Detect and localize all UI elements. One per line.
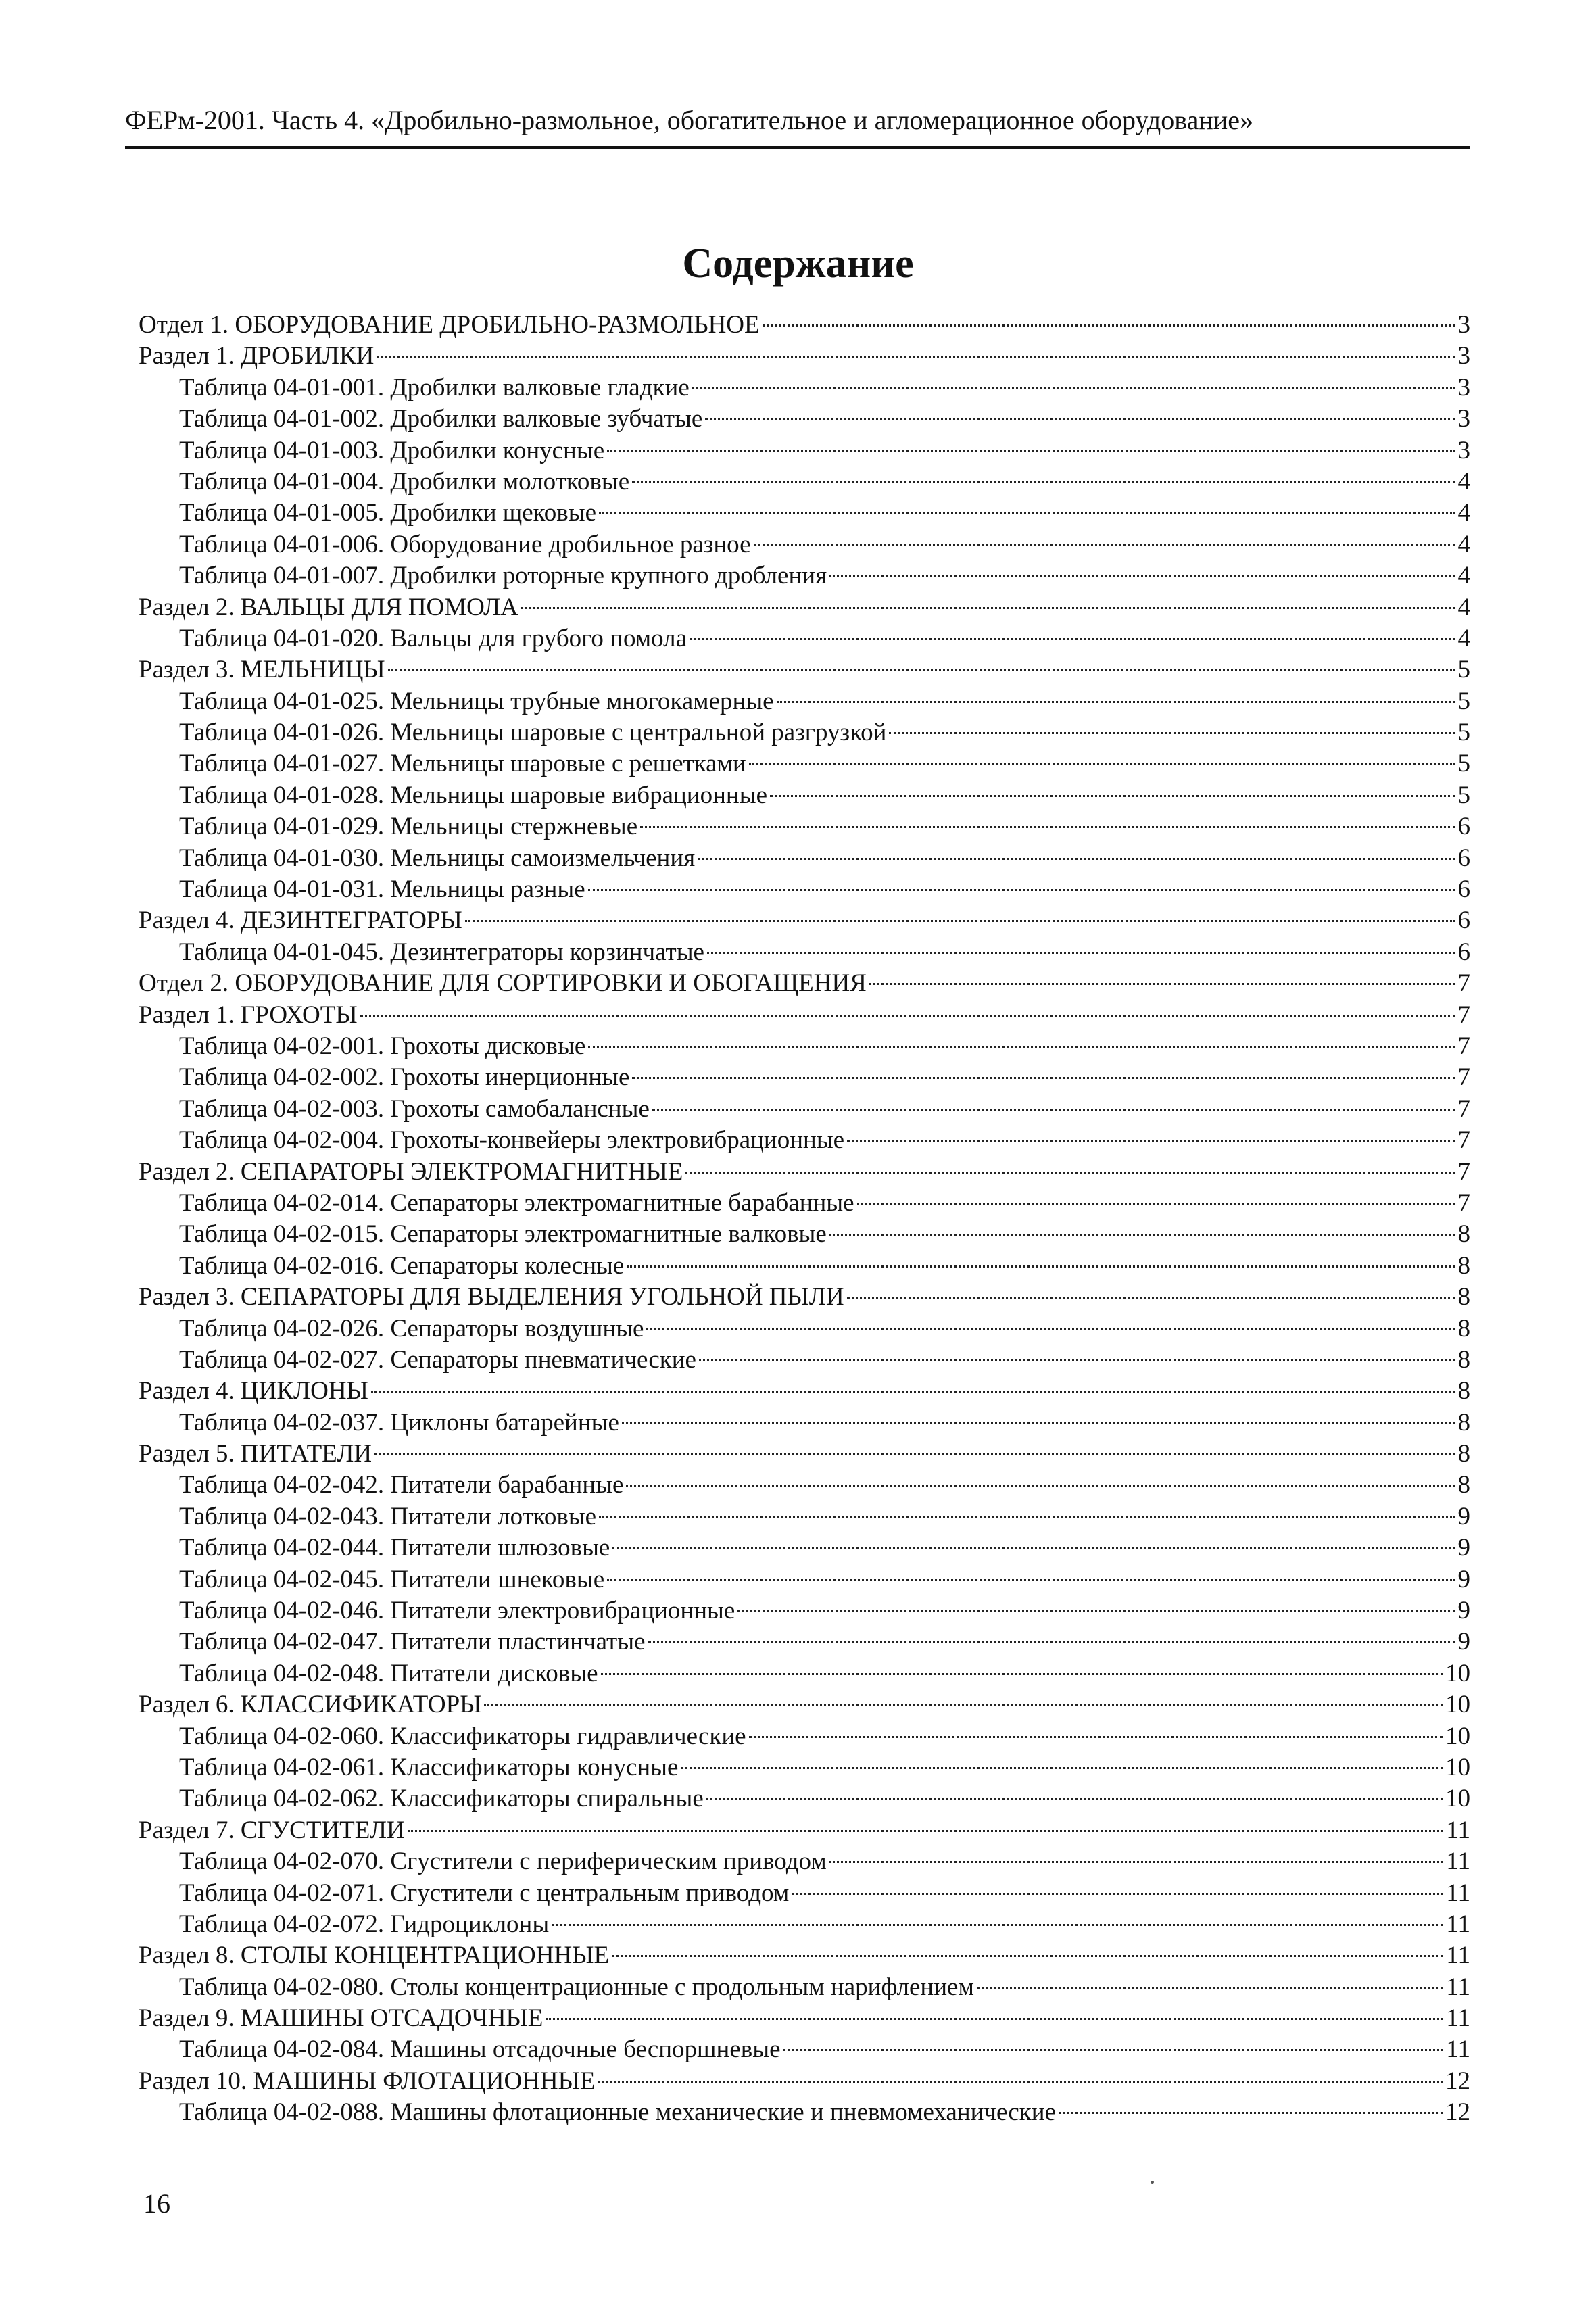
toc-entry-label: Раздел 1. ДРОБИЛКИ xyxy=(139,342,374,370)
toc-section-entry[interactable] xyxy=(139,2003,1470,2034)
toc-entry-label: Таблица 04-01-030. Мельницы самоизмельчения xyxy=(179,844,696,872)
dot-leader xyxy=(681,1767,1443,1769)
toc-section-entry[interactable] xyxy=(139,968,1470,999)
toc-entry-page: 4 xyxy=(1457,499,1470,527)
toc-entry-label: Таблица 04-02-047. Питатели пластинчатые xyxy=(179,1628,646,1656)
dot-leader xyxy=(706,1798,1443,1800)
toc-entry-label: Таблица 04-01-001. Дробилки валковые гладкие xyxy=(179,373,690,402)
toc-entry-label: Таблица 04-02-084. Машины отсадочные беспоршневые xyxy=(179,2035,781,2064)
toc-section-entry[interactable] xyxy=(139,310,1470,341)
dot-leader xyxy=(552,1924,1443,1926)
dot-leader xyxy=(626,1485,1455,1487)
toc-entry-page: 10 xyxy=(1445,1659,1470,1687)
toc-entry-page: 7 xyxy=(1457,1157,1470,1186)
toc-entry-page: 8 xyxy=(1457,1440,1470,1468)
dot-leader xyxy=(408,1830,1444,1832)
toc-entry-page: 11 xyxy=(1446,1848,1470,1876)
running-header xyxy=(125,101,1470,149)
toc-table-entry[interactable] xyxy=(139,1658,1470,1689)
dot-leader xyxy=(857,1203,1455,1205)
toc-section-entry[interactable] xyxy=(139,1376,1470,1407)
toc-entry-label: Раздел 3. МЕЛЬНИЦЫ xyxy=(139,656,385,684)
toc-entry-label: Таблица 04-02-001. Грохоты дисковые xyxy=(179,1032,586,1060)
dot-leader xyxy=(371,1391,1455,1393)
toc-entry-label: Раздел 7. СГУСТИТЕЛИ xyxy=(139,1816,405,1844)
toc-entry-label: Таблица 04-02-080. Столы концентрационные с продольным нарифлением xyxy=(179,1973,974,2001)
toc-table-entry[interactable] xyxy=(139,2034,1470,2065)
page-number: 16 xyxy=(143,2188,170,2219)
dot-leader xyxy=(521,607,1455,609)
toc-entry-label: Таблица 04-02-043. Питатели лотковые xyxy=(179,1502,597,1530)
dot-leader xyxy=(374,1453,1455,1455)
toc-table-entry[interactable] xyxy=(139,1125,1470,1156)
toc-entry-label: Таблица 04-02-071. Сгустители с центральным приводом xyxy=(179,1879,790,1907)
toc-table-entry[interactable] xyxy=(139,404,1470,435)
toc-entry-label: Таблица 04-02-044. Питатели шлюзовые xyxy=(179,1534,610,1562)
dot-leader xyxy=(652,1109,1455,1111)
toc-table-entry[interactable] xyxy=(139,1501,1470,1533)
toc-table-entry[interactable] xyxy=(139,1564,1470,1595)
toc-entry-page: 8 xyxy=(1457,1408,1470,1437)
toc-entry-page: 7 xyxy=(1457,1094,1470,1123)
toc-table-entry[interactable] xyxy=(139,1721,1470,1752)
toc-entry-label: Таблица 04-01-025. Мельницы трубные многокамерные xyxy=(179,687,774,715)
toc-entry-page: 9 xyxy=(1457,1565,1470,1593)
toc-entry-label: Таблица 04-02-088. Машины флотационные механические и пневмомеханические xyxy=(179,2098,1057,2127)
toc-entry-label: Раздел 10. МАШИНЫ ФЛОТАЦИОННЫЕ xyxy=(139,2067,596,2095)
toc-entry-page: 4 xyxy=(1457,467,1470,496)
toc-table-entry[interactable] xyxy=(139,435,1470,466)
dot-leader xyxy=(360,1015,1455,1017)
toc-entry-page: 9 xyxy=(1457,1628,1470,1656)
dot-leader xyxy=(598,2081,1443,2083)
toc-entry-page: 7 xyxy=(1457,1126,1470,1155)
toc-entry-label: Таблица 04-01-029. Мельницы стержневые xyxy=(179,813,638,841)
toc-entry-label: Раздел 9. МАШИНЫ ОТСАДОЧНЫЕ xyxy=(139,2004,543,2033)
toc-entry-label: Отдел 2. ОБОРУДОВАНИЕ ДЛЯ СОРТИРОВКИ И ОБОГАЩЕНИЯ xyxy=(139,969,867,998)
dot-leader xyxy=(977,1987,1444,1989)
toc-entry-page: 5 xyxy=(1457,656,1470,684)
dot-leader xyxy=(770,795,1455,797)
toc-table-entry[interactable] xyxy=(139,1094,1470,1125)
dot-leader xyxy=(847,1297,1455,1299)
dot-leader xyxy=(792,1893,1443,1895)
dot-leader xyxy=(777,701,1455,703)
dot-leader xyxy=(763,324,1455,327)
dot-leader xyxy=(698,858,1455,860)
toc-entry-label: Таблица 04-02-016. Сепараторы колесные xyxy=(179,1251,625,1280)
dot-leader xyxy=(646,1328,1455,1330)
toc-section-entry[interactable] xyxy=(139,341,1470,372)
dot-leader xyxy=(640,826,1455,828)
toc-table-entry[interactable] xyxy=(139,1031,1470,1062)
toc-entry-page: 8 xyxy=(1457,1251,1470,1280)
toc-entry-page: 3 xyxy=(1457,373,1470,402)
page-title: Содержание xyxy=(682,241,914,287)
toc-entry-label: Таблица 04-01-026. Мельницы шаровые с центральной разгрузкой xyxy=(179,719,887,747)
toc-table-entry[interactable] xyxy=(139,748,1470,779)
toc-entry-label: Отдел 1. ОБОРУДОВАНИЕ ДРОБИЛЬНО-РАЗМОЛЬНОЕ xyxy=(139,311,760,339)
toc-entry-page: 8 xyxy=(1457,1345,1470,1374)
toc-entry-label: Таблица 04-02-048. Питатели дисковые xyxy=(179,1659,598,1687)
toc-table-entry[interactable] xyxy=(139,811,1470,842)
toc-entry-label: Таблица 04-02-042. Питатели барабанные xyxy=(179,1471,624,1499)
toc-entry-page: 9 xyxy=(1457,1597,1470,1625)
toc-section-entry[interactable] xyxy=(139,1940,1470,1971)
toc-entry-page: 8 xyxy=(1457,1314,1470,1343)
toc-table-entry[interactable] xyxy=(139,2097,1470,2128)
toc-entry-page: 6 xyxy=(1457,875,1470,904)
toc-entry-page: 5 xyxy=(1457,719,1470,747)
toc-entry-page: 6 xyxy=(1457,813,1470,841)
toc-table-entry[interactable] xyxy=(139,1878,1470,1909)
dot-leader xyxy=(783,2049,1444,2051)
toc-entry-page: 5 xyxy=(1457,687,1470,715)
dot-leader xyxy=(607,1579,1455,1581)
toc-entry-page: 10 xyxy=(1445,1785,1470,1813)
toc-entry-label: Таблица 04-02-002. Грохоты инерционные xyxy=(179,1063,630,1092)
dot-leader xyxy=(612,1547,1455,1549)
toc-entry-label: Таблица 04-01-027. Мельницы шаровые с решетками xyxy=(179,750,746,778)
toc-entry-label: Таблица 04-01-006. Оборудование дробильное разное xyxy=(179,530,751,558)
toc-table-entry[interactable] xyxy=(139,1846,1470,1877)
toc-entry-page: 8 xyxy=(1457,1377,1470,1405)
toc-table-entry[interactable] xyxy=(139,1595,1470,1626)
dot-leader xyxy=(546,2018,1443,2020)
toc-table-entry[interactable] xyxy=(139,937,1470,968)
toc-table-entry[interactable] xyxy=(139,372,1470,404)
dot-leader xyxy=(607,450,1455,452)
toc-entry-page: 7 xyxy=(1457,1000,1470,1029)
dot-leader xyxy=(737,1610,1455,1612)
dot-leader xyxy=(869,983,1455,985)
toc-entry-page: 8 xyxy=(1457,1220,1470,1249)
toc-section-entry[interactable] xyxy=(139,1815,1470,1846)
dot-leader xyxy=(599,1516,1455,1518)
toc-table-entry[interactable] xyxy=(139,466,1470,498)
toc-entry-page: 7 xyxy=(1457,969,1470,998)
toc-entry-page: 5 xyxy=(1457,781,1470,809)
toc-entry-label: Раздел 5. ПИТАТЕЛИ xyxy=(139,1440,372,1468)
toc-entry-page: 10 xyxy=(1445,1691,1470,1719)
toc-entry-label: Таблица 04-01-002. Дробилки валковые зубчатые xyxy=(179,405,703,433)
toc-entry-label: Таблица 04-02-003. Грохоты самобалансные xyxy=(179,1094,650,1123)
toc-section-entry[interactable] xyxy=(139,2066,1470,2097)
toc-table-entry[interactable] xyxy=(139,1219,1470,1250)
toc-entry-page: 5 xyxy=(1457,750,1470,778)
toc-entry-page: 7 xyxy=(1457,1188,1470,1217)
scan-speck xyxy=(1151,2181,1154,2184)
toc-table-entry[interactable] xyxy=(139,1533,1470,1564)
toc-entry-page: 6 xyxy=(1457,938,1470,966)
toc-entry-page: 11 xyxy=(1446,2035,1470,2064)
toc-entry-label: Раздел 1. ГРОХОТЫ xyxy=(139,1000,358,1029)
toc-entry-label: Раздел 4. ЦИКЛОНЫ xyxy=(139,1377,368,1405)
dot-leader xyxy=(627,1265,1455,1268)
toc-entry-page: 10 xyxy=(1445,1753,1470,1781)
toc-entry-page: 10 xyxy=(1445,1722,1470,1750)
toc-table-entry[interactable] xyxy=(139,874,1470,905)
toc-table-entry[interactable] xyxy=(139,1909,1470,1940)
toc-section-entry[interactable] xyxy=(139,1689,1470,1720)
toc-table-entry[interactable] xyxy=(139,1626,1470,1658)
toc-entry-page: 3 xyxy=(1457,342,1470,370)
toc-entry-page: 7 xyxy=(1457,1063,1470,1092)
toc-table-entry[interactable] xyxy=(139,1062,1470,1093)
dot-leader xyxy=(588,1046,1455,1048)
toc-entry-page: 3 xyxy=(1457,405,1470,433)
toc-entry-page: 12 xyxy=(1445,2098,1470,2127)
toc-entry-page: 11 xyxy=(1446,1816,1470,1844)
dot-leader xyxy=(599,512,1455,514)
toc-entry-label: Таблица 04-02-004. Грохоты-конвейеры электровибрационные xyxy=(179,1126,845,1155)
toc-table-entry[interactable] xyxy=(139,1972,1470,2003)
toc-entry-page: 9 xyxy=(1457,1534,1470,1562)
toc-entry-page: 4 xyxy=(1457,593,1470,621)
dot-leader xyxy=(692,387,1455,389)
toc-table-entry[interactable] xyxy=(139,529,1470,560)
toc-entry-page: 11 xyxy=(1446,1879,1470,1907)
toc-section-entry[interactable] xyxy=(139,1157,1470,1188)
toc-section-entry[interactable] xyxy=(139,1000,1470,1031)
toc-table-entry[interactable] xyxy=(139,1470,1470,1501)
dot-leader xyxy=(705,418,1455,420)
toc-entry-label: Таблица 04-01-045. Дезинтеграторы корзинчатые xyxy=(179,938,704,966)
dot-leader xyxy=(377,356,1455,358)
dot-leader xyxy=(612,1955,1443,1957)
toc-entry-label: Таблица 04-02-070. Сгустители с периферическим приводом xyxy=(179,1848,827,1876)
dot-leader xyxy=(648,1641,1455,1643)
toc-entry-page: 9 xyxy=(1457,1502,1470,1530)
dot-leader xyxy=(588,889,1455,891)
toc-table-entry[interactable] xyxy=(139,1752,1470,1783)
toc-table-entry[interactable] xyxy=(139,686,1470,717)
toc-entry-label: Раздел 8. СТОЛЫ КОНЦЕНТРАЦИОННЫЕ xyxy=(139,1941,610,1970)
toc-entry-page: 3 xyxy=(1457,436,1470,464)
toc-table-entry[interactable] xyxy=(139,843,1470,874)
toc-entry-label: Таблица 04-02-046. Питатели электровибрационные xyxy=(179,1597,735,1625)
dot-leader xyxy=(829,1234,1455,1236)
toc-table-entry[interactable] xyxy=(139,1407,1470,1439)
toc-entry-label: Таблица 04-02-061. Классификаторы конусные xyxy=(179,1753,679,1781)
toc-entry-label: Раздел 3. СЕПАРАТОРЫ ДЛЯ ВЫДЕЛЕНИЯ УГОЛЬНОЙ ПЫЛИ xyxy=(139,1283,844,1311)
toc-entry-label: Таблица 04-01-005. Дробилки щековые xyxy=(179,499,597,527)
toc-table-entry[interactable] xyxy=(139,780,1470,811)
toc-entry-label: Таблица 04-02-026. Сепараторы воздушные xyxy=(179,1314,644,1343)
toc-entry-page: 11 xyxy=(1446,1910,1470,1938)
dot-leader xyxy=(622,1422,1455,1424)
toc-entry-page: 8 xyxy=(1457,1283,1470,1311)
toc-entry-page: 8 xyxy=(1457,1471,1470,1499)
toc-entry-label: Таблица 04-01-004. Дробилки молотковые xyxy=(179,467,630,496)
toc-table-entry[interactable] xyxy=(139,1188,1470,1219)
dot-leader xyxy=(847,1140,1455,1142)
toc-section-entry[interactable] xyxy=(139,905,1470,936)
dot-leader xyxy=(690,638,1455,640)
toc-entry-label: Таблица 04-02-060. Классификаторы гидравлические xyxy=(179,1722,746,1750)
toc-table-entry[interactable] xyxy=(139,717,1470,748)
toc-entry-page: 11 xyxy=(1446,2004,1470,2033)
toc-entry-label: Таблица 04-01-003. Дробилки конусные xyxy=(179,436,605,464)
toc-table-entry[interactable] xyxy=(139,623,1470,654)
toc-entry-label: Раздел 2. ВАЛЬЦЫ ДЛЯ ПОМОЛА xyxy=(139,593,518,621)
toc-entry-page: 11 xyxy=(1446,1973,1470,2001)
dot-leader xyxy=(749,763,1455,765)
toc-entry-page: 7 xyxy=(1457,1032,1470,1060)
toc-table-entry[interactable] xyxy=(139,1313,1470,1345)
dot-leader xyxy=(749,1736,1443,1738)
dot-leader xyxy=(632,1077,1455,1079)
dot-leader xyxy=(388,669,1455,671)
table-of-contents xyxy=(139,310,1470,2129)
dot-leader xyxy=(889,732,1455,734)
toc-entry-label: Таблица 04-02-072. Гидроциклоны xyxy=(179,1910,550,1938)
toc-entry-label: Таблица 04-02-015. Сепараторы электромагнитные валковые xyxy=(179,1220,827,1249)
toc-section-entry[interactable] xyxy=(139,1282,1470,1313)
toc-entry-label: Таблица 04-02-045. Питатели шнековые xyxy=(179,1565,605,1593)
toc-entry-page: 6 xyxy=(1457,907,1470,935)
dot-leader xyxy=(465,920,1455,922)
toc-table-entry[interactable] xyxy=(139,498,1470,529)
toc-section-entry[interactable] xyxy=(139,654,1470,685)
toc-entry-label: Таблица 04-02-062. Классификаторы спиральные xyxy=(179,1785,704,1813)
dot-leader xyxy=(707,952,1455,954)
toc-entry-label: Раздел 4. ДЕЗИНТЕГРАТОРЫ xyxy=(139,907,462,935)
toc-entry-label: Таблица 04-01-020. Вальцы для грубого помола xyxy=(179,624,687,652)
dot-leader xyxy=(1059,2112,1443,2114)
toc-entry-page: 4 xyxy=(1457,624,1470,652)
toc-entry-label: Таблица 04-02-027. Сепараторы пневматические xyxy=(179,1345,696,1374)
dot-leader xyxy=(632,481,1455,483)
toc-entry-page: 6 xyxy=(1457,844,1470,872)
toc-table-entry[interactable] xyxy=(139,1345,1470,1376)
toc-entry-label: Таблица 04-01-007. Дробилки роторные крупного дробления xyxy=(179,562,827,590)
running-header-text: ФЕРм-2001. Часть 4. «Дробильно-размольное, обогатительное и агломерационное оборудование» xyxy=(125,105,1253,135)
dot-leader xyxy=(829,575,1455,577)
toc-entry-label: Таблица 04-01-031. Мельницы разные xyxy=(179,875,585,904)
toc-entry-label: Таблица 04-02-037. Циклоны батарейные xyxy=(179,1408,619,1437)
toc-table-entry[interactable] xyxy=(139,560,1470,592)
toc-entry-page: 12 xyxy=(1445,2067,1470,2095)
toc-entry-label: Таблица 04-01-028. Мельницы шаровые вибрационные xyxy=(179,781,767,809)
dot-leader xyxy=(484,1704,1443,1706)
toc-entry-label: Раздел 2. СЕПАРАТОРЫ ЭЛЕКТРОМАГНИТНЫЕ xyxy=(139,1157,683,1186)
dot-leader xyxy=(754,544,1455,546)
toc-section-entry[interactable] xyxy=(139,1439,1470,1470)
dot-leader xyxy=(699,1359,1455,1361)
toc-table-entry[interactable] xyxy=(139,1783,1470,1814)
dot-leader xyxy=(829,1861,1444,1863)
dot-leader xyxy=(685,1172,1455,1174)
toc-entry-label: Раздел 6. КЛАССИФИКАТОРЫ xyxy=(139,1691,482,1719)
dot-leader xyxy=(601,1673,1443,1675)
toc-entry-page: 4 xyxy=(1457,530,1470,558)
toc-entry-page: 4 xyxy=(1457,562,1470,590)
toc-entry-page: 11 xyxy=(1446,1941,1470,1970)
toc-table-entry[interactable] xyxy=(139,1251,1470,1282)
toc-entry-label: Таблица 04-02-014. Сепараторы электромагнитные барабанные xyxy=(179,1188,854,1217)
toc-section-entry[interactable] xyxy=(139,592,1470,623)
toc-entry-page: 3 xyxy=(1457,311,1470,339)
